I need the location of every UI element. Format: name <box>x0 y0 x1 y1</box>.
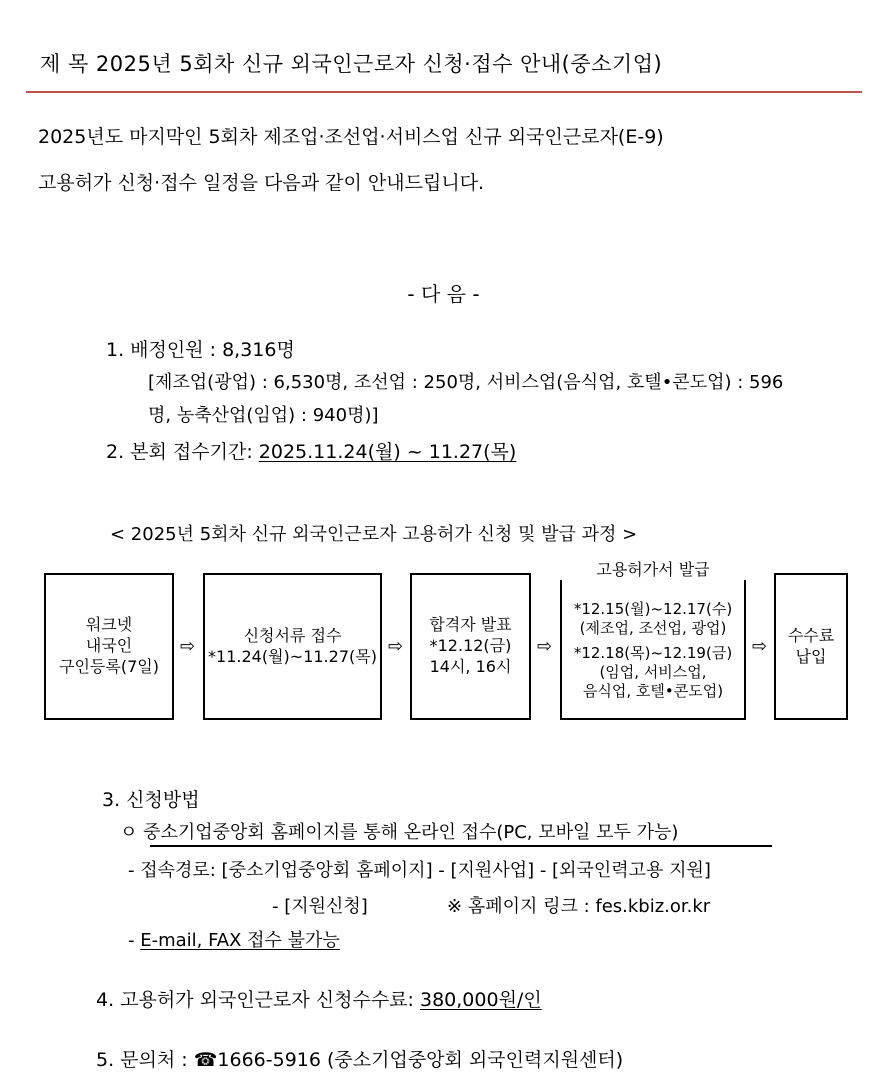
item-fee-label: 4. 고용허가 외국인근로자 신청수수료: <box>96 989 420 1011</box>
process-arrow-1: ⇨ <box>180 636 196 657</box>
box-fee-line-1: 수수료 <box>787 625 835 645</box>
box-fee-line-2: 납입 <box>795 646 827 666</box>
allocation-detail-1: [제조업(광업) : 6,530명, 조선업 : 250명, 서비스업(음식업, 호텔•콘도업) : 596 <box>148 372 784 393</box>
process-box-fee <box>774 573 848 720</box>
box-issuance-line-5: 음식업, 호텔•콘도업) <box>582 682 724 701</box>
allocation-detail-2: 명, 농축산업(임업) : 940명)] <box>148 405 379 426</box>
process-stage-title: 고용허가서 발급 <box>560 557 746 580</box>
item-period-label: 2. 본회 접수기간: <box>106 441 259 463</box>
method-bullet: ㅇ 중소기업중앙회 홈페이지를 통해 온라인 접수(PC, 모바일 모두 가능) <box>120 822 679 843</box>
box-announcement-line-3: 14시, 16시 <box>429 656 512 676</box>
item-allocation-label: 1. 배정인원 : <box>106 339 223 361</box>
item-contact-label: 5. 문의처 : <box>96 1049 194 1071</box>
box-worknet-line-3: 구인등록(7일) <box>59 656 159 676</box>
process-arrow-2: ⇨ <box>388 636 404 657</box>
process-box-worknet <box>44 573 174 720</box>
box-issuance-line-3: *12.18(목)~12.19(금) <box>573 643 733 662</box>
box-application-line-1: 신청서류 접수 <box>243 625 342 645</box>
intro-line-1: 2025년도 마지막인 5회차 제조업·조선업·서비스업 신규 외국인근로자(E-9) <box>38 126 664 148</box>
item-allocation-value: 8,316명 <box>222 339 295 361</box>
box-application-line-2: *11.24(월)~11.27(목) <box>208 646 377 666</box>
process-arrow-4: ⇨ <box>752 636 768 657</box>
method-notice <box>128 926 340 952</box>
item-contact-value: 1666-5916 (중소기업중앙회 외국인력지원센터) <box>217 1049 624 1071</box>
box-worknet-line-2: 내국인 <box>85 636 133 656</box>
item-contact <box>96 1045 623 1072</box>
process-box-application <box>203 573 382 720</box>
phone-icon: ☎ <box>193 1049 218 1071</box>
document-title: 제 목 2025년 5회차 신규 외국인근로자 신청·접수 안내(중소기업) <box>40 52 663 76</box>
item-period-value: 2025.11.24(월) ~ 11.27(목) <box>258 441 517 463</box>
process-heading: < 2025년 5회차 신규 외국인근로자 고용허가 신청 및 발급 과정 > <box>110 524 638 545</box>
process-arrow-3: ⇨ <box>537 636 553 657</box>
box-issuance-line-2: (제조업, 조선업, 광업) <box>579 618 727 637</box>
method-notice-dash: - <box>128 930 141 951</box>
item-fee <box>96 985 542 1012</box>
box-issuance-line-1: *12.15(월)~12.17(수) <box>573 599 733 618</box>
item-period <box>106 437 516 464</box>
item-fee-value: 380,000원/인 <box>420 989 542 1011</box>
box-worknet-line-1: 워크넷 <box>85 615 133 635</box>
method-bullet-underline <box>150 845 772 847</box>
process-box-announcement <box>410 573 531 720</box>
intro-line-2: 고용허가 신청·접수 일정을 다음과 같이 안내드립니다. <box>38 172 485 194</box>
method-path-1: - 접속경로: [중소기업중앙회 홈페이지] - [지원사업] - [외국인력고용 지원] <box>128 860 711 881</box>
item-allocation <box>106 335 295 362</box>
box-issuance-line-4: (임업, 서비스업, <box>599 663 707 682</box>
method-path-2: - [지원신청] <box>272 896 368 917</box>
item-method: 3. 신청방법 <box>102 789 200 811</box>
process-box-issuance <box>560 573 746 720</box>
title-divider <box>26 91 862 93</box>
section-heading: - 다 음 - <box>407 282 480 306</box>
method-notice-text: E-mail, FAX 접수 불가능 <box>140 930 340 951</box>
box-announcement-line-1: 합격자 발표 <box>429 615 512 635</box>
homepage-link[interactable]: ※ 홈페이지 링크 : fes.kbiz.or.kr <box>447 896 711 917</box>
box-announcement-line-2: *12.12(금) <box>429 636 512 656</box>
